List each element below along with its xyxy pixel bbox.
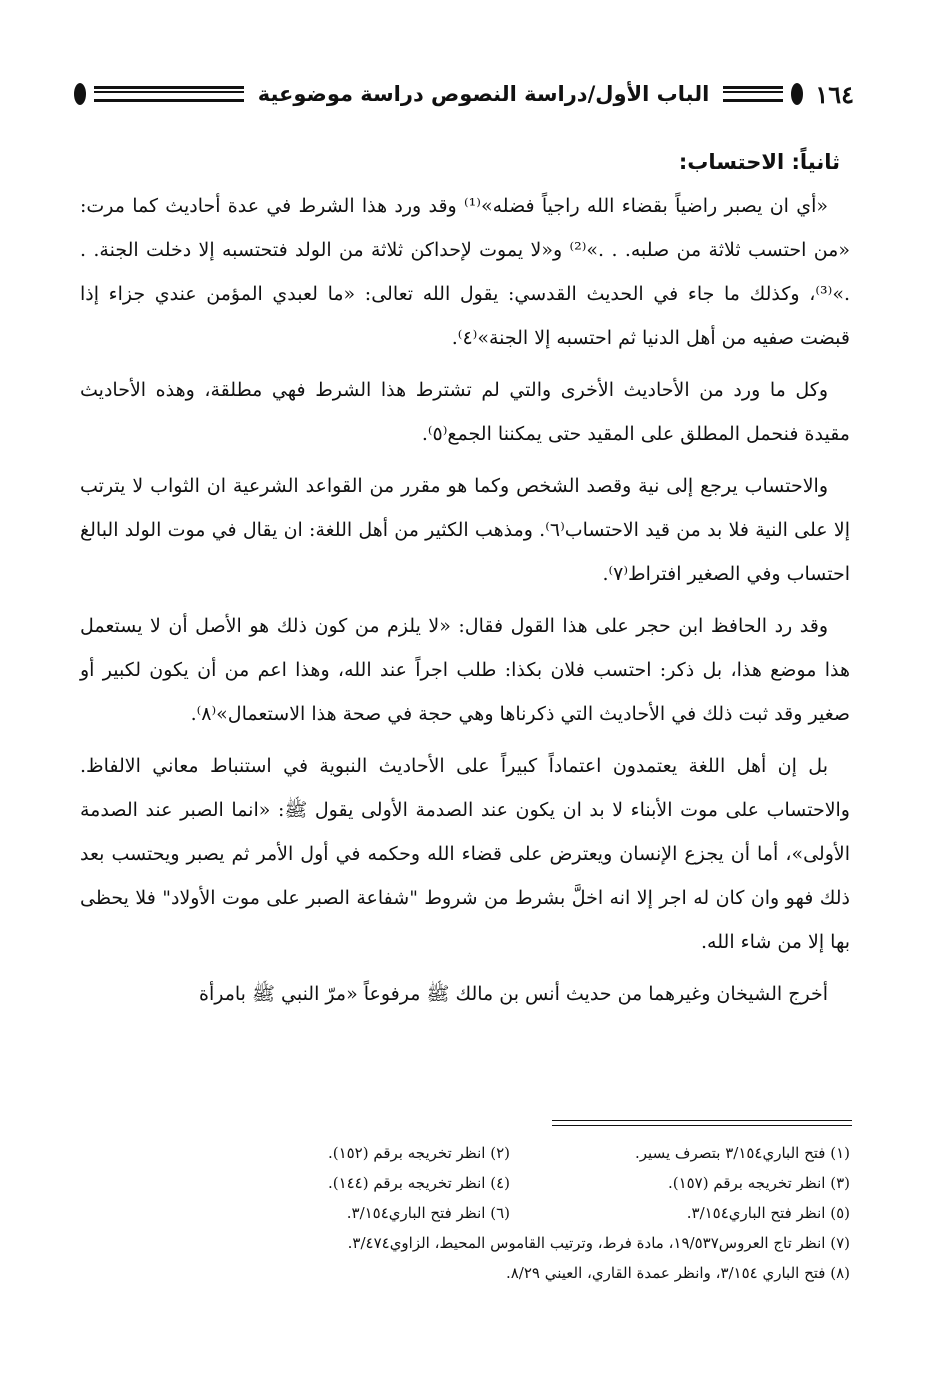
paragraph: أخرج الشيخان وغيرهما من حديث أنس بن مالك ﷺ مرفوعاً «مرّ النبي ﷺ بامرأة [199,983,828,1005]
footnote-4: (٤) انظر تخريجه برقم (١٤٤). [327,1174,510,1192]
footnote-row [170,1258,850,1288]
footnote-5: (٥) انظر فتح الباري٣/١٥٤. [686,1204,850,1222]
running-header [74,72,854,116]
footnotes [170,1138,850,1288]
paragraph: وقد رد الحافظ ابن حجر على هذا القول فقال: «لا يلزم من كون ذلك هو الأصل أن لا يستعمل هذا موضع هذا، بل ذكر: احتسب فلان بكذا: طلب اجراً عند الله، وهذا اعم من أن يكون لكبير أو صغير وقد ثبت ذلك في الأحاديث التي ذكرناها وهي حجة في صحة هذا الاستعمال»⁽٨⁾. [80,615,850,725]
header-ornament-right [791,83,803,105]
footnote-2: (٢) انظر تخريجه برقم (١٥٢). [327,1144,510,1162]
header-rule-right [723,86,783,102]
footnote-row [170,1168,850,1198]
header-rule-left [94,86,244,102]
footnote-7: (٧) انظر تاج العروس١٩/٥٣٧، مادة فرط، وترتيب القاموس المحيط، الزاوي٣/٤٧٤. [347,1234,850,1252]
section-heading: ثانياً: الاحتساب: [678,150,840,174]
paragraph: والاحتساب يرجع إلى نية وقصد الشخص وكما هو مقرر من القواعد الشرعية ان الثواب لا يترتب إلا على النية فلا بد من قيد الاحتساب⁽٦⁾. ومذهب الكثير من أهل اللغة: ان يقال في موت الولد البالغ احتساب وفي الصغير افتراط⁽٧⁾. [80,475,850,585]
chapter-title: الباب الأول/دراسة النصوص دراسة موضوعية [257,82,710,106]
footnote-separator [552,1120,852,1126]
footnote-8: (٨) فتح الباري ٣/١٥٤، وانظر عمدة القاري، العيني ٨/٢٩. [505,1264,850,1282]
header-ornament-left [74,83,86,105]
footnote-6: (٦) انظر فتح الباري٣/١٥٤. [346,1204,510,1222]
paragraph: وكل ما ورد من الأحاديث الأخرى والتي لم تشترط هذا الشرط فهي مطلقة، وهذه الأحاديث مقيدة فنحمل المطلق على المقيد حتى يمكننا الجمع⁽٥⁾. [80,379,850,445]
page-number: ١٦٤ [815,79,854,109]
footnote-row [170,1198,850,1228]
footnote-row [170,1138,850,1168]
footnote-row [170,1228,850,1258]
paragraph: «أي ان يصبر راضياً بقضاء الله راجياً فضله»⁽¹⁾ وقد ورد هذا الشرط في عدة أحاديث كما مرت: «من احتسب ثلاثة من صلبه. . .»⁽²⁾ و«لا يموت لإحداكن ثلاثة من الولد فتحتسبه إلا دخلت الجنة. . .»⁽³⁾، وكذلك ما جاء في الحديث القدسي: يقول الله تعالى: «ما لعبدي المؤمن عندي جزاء إذا قبضت صفيه من أهل الدنيا ثم احتسبه إلا الجنة»⁽٤⁾. [80,195,850,349]
main-text [80,140,850,1024]
footnote-1: (١) فتح الباري٣/١٥٤ بتصرف يسير. [635,1144,850,1162]
paragraph: بل إن أهل اللغة يعتمدون اعتماداً كبيراً على الأحاديث النبوية في استنباط معاني الالفاظ. والاحتساب على موت الأبناء لا بد ان يكون عند الصدمة الأولى يقول ﷺ: «انما الصبر عند الصدمة الأولى»، أما أن يجزع الإنسان ويعترض على قضاء الله وحكمه في أول الأمر ثم يصبر ويحتسب بعد ذلك فهو وان كان له اجر إلا انه اخلَّ بشرط من شروط "شفاعة الصبر على موت الأولاد" فلا يحظى بها إلا من شاء الله. [80,755,850,953]
footnote-3: (٣) انظر تخريجه برقم (١٥٧). [667,1174,850,1192]
